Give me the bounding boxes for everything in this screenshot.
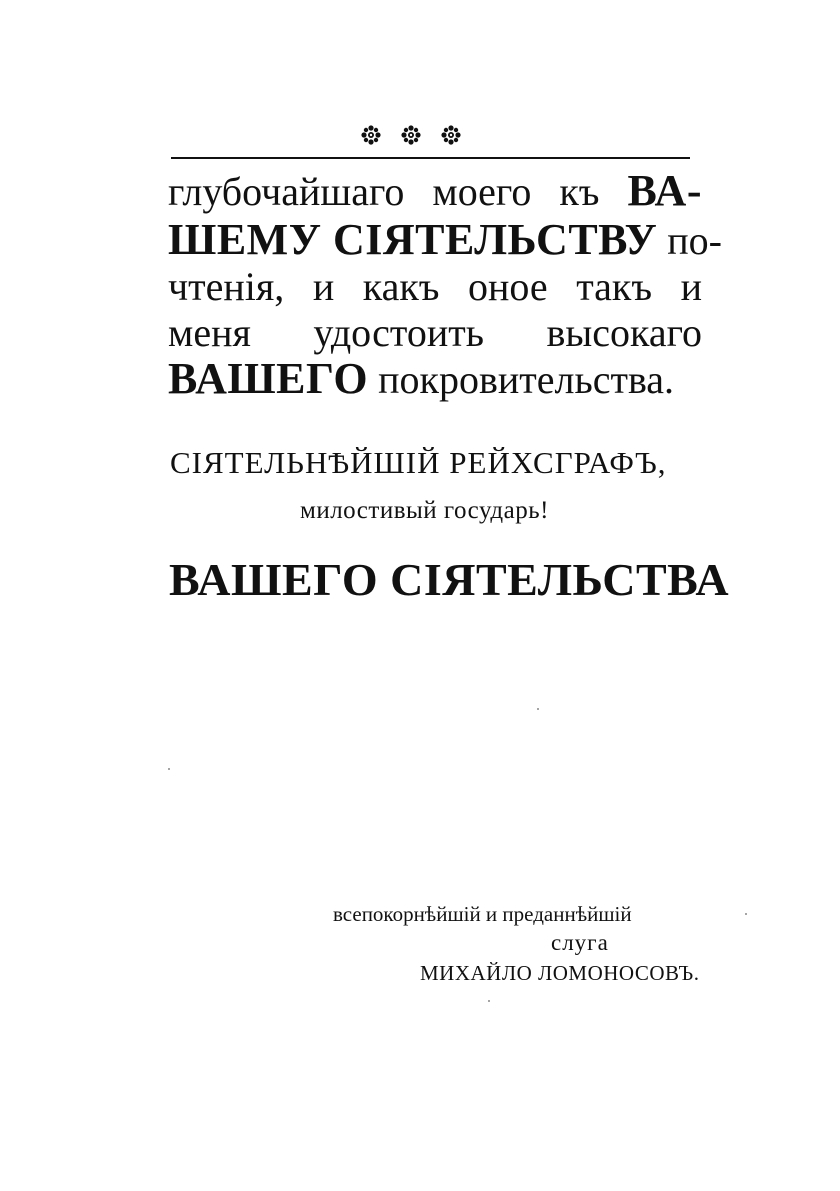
floral-ornament-icon: [360, 124, 382, 150]
paper-speck: [168, 768, 170, 770]
floral-ornament-icon: [440, 124, 462, 150]
body-line-2-text: по-: [657, 218, 722, 263]
paper-speck: [488, 1000, 490, 1002]
floral-ornament-icon: [400, 124, 422, 150]
body-line-5-caps: ВАШЕГО: [168, 354, 369, 403]
signature-name: МИХАЙЛО ЛОМОНОСОВЪ.: [420, 961, 700, 985]
body-line-3: чтенія, и какъ оное такъ и: [168, 264, 702, 309]
body-line-1: [168, 167, 702, 216]
body-line-2: [168, 215, 722, 265]
body-line-2-caps: ШЕМУ СІЯТЕЛЬСТВУ: [168, 215, 658, 264]
paper-speck: [537, 708, 539, 710]
body-line-4: меня удостоить высокаго: [168, 310, 702, 355]
closing-title: ВАШЕГО СІЯТЕЛЬСТВА: [169, 554, 730, 605]
signature-line-2: слуга: [551, 930, 609, 955]
body-line-1-caps: ВА-: [627, 166, 702, 215]
paper-speck: [745, 913, 747, 915]
body-line-5: [168, 355, 674, 404]
header-rule: [171, 157, 690, 159]
salutation-address: милостивый государь!: [300, 497, 549, 524]
body-line-5-text: покровительства.: [368, 357, 675, 402]
ornament-row: [360, 124, 462, 150]
body-line-1-text: глубочайшаго моего къ: [168, 169, 628, 214]
signature-line-1: всепокорнѣйшій и преданнѣйшій: [333, 902, 632, 926]
salutation-title: СІЯТЕЛЬНѢЙШІЙ РЕЙХСГРАФЪ,: [170, 445, 667, 480]
